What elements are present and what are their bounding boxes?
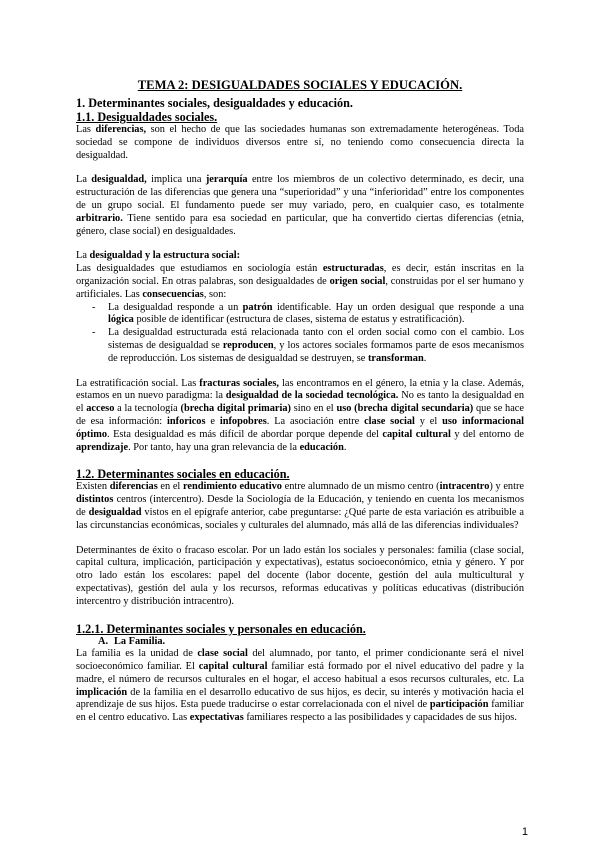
bold-term: arbitrario. xyxy=(76,212,123,224)
bold-term: clase social xyxy=(364,415,415,427)
paragraph-desigualdad: La desigualdad, implica una jerarquía entre los miembros de un colectivo determinado, es decir, una estructuración de las diferencias que genera una “superioridad” y una “inferioridad” entre los componentes de un grupo social. El fundamento puede ser muy variado, pero, en cualquier caso, es totalmente arbitrario. Tiene sentido para esa sociedad en particular, que ha convertido ciertas diferencias (etnia, género, clase social) en desigualdades. xyxy=(76,174,525,237)
bold-term: estructuradas xyxy=(322,263,384,275)
bold-term: clase social xyxy=(197,648,248,660)
bold-term: desigualdad de la sociedad tecnológica. xyxy=(225,390,399,402)
bold-term: acceso xyxy=(86,403,115,415)
document-title: TEMA 2: DESIGUALDADES SOCIALES Y EDUCACIÓN. xyxy=(137,78,463,92)
subheading-letter: A. xyxy=(98,635,109,647)
paragraph-estratificacion: La estratificación social. Las fracturas sociales, las encontramos en el género, la etnia y la clase. Además, estamos en un nuevo paradigma: la desigualdad de la sociedad tecnológica. No es tanto la desigualdad en el acceso a la tecnología (brecha digital primaria) sino en el uso (brecha digital secundaria) que se hace de esa información: inforicos e infopobres. La asociación entre clase social y el uso informacional óptimo. Esta desigualdad es más difícil de abordar porque depende del capital cultural y del entorno de aprendizaje. Por tanto, hay una gran relevancia de la educación. xyxy=(76,377,525,453)
bold-term: reproducen xyxy=(222,339,274,351)
paragraph-estructuradas: Las desigualdades que estudiamos en sociología están estructuradas, es decir, están inscritas en la organización social. En otras palabras, son desigualdades de origen social, construidas por el ser humano y artificiales. Las consecuencias, son: xyxy=(76,263,525,300)
section-heading-1: 1. Determinantes sociales, desigualdades y educación. xyxy=(76,96,353,110)
bold-term: lógica xyxy=(108,314,134,326)
bold-term: capital cultural xyxy=(198,661,268,673)
page-number: 1 xyxy=(521,826,528,838)
list-item: - La desigualdad estructurada está relacionada tanto con el orden social como con el cambio. Los sistemas de desigualdad se reproducen, y los actores sociales formamos parte de esos mecanismos de reproducción. Los sistemas de desigualdad se destruyen, se transforman. xyxy=(76,327,524,365)
bold-term: uso informacional óptimo xyxy=(76,415,524,440)
bold-term: uso (brecha digital secundaria) xyxy=(336,403,474,415)
bold-term: educación xyxy=(299,441,344,453)
bold-term: patrón xyxy=(242,301,273,313)
subheading-label: La Familia. xyxy=(114,635,166,647)
bold-term: jerarquía xyxy=(205,174,248,186)
paragraph-determinantes: Determinantes de éxito o fracaso escolar. Por un lado están los sociales y personales: familia (clase social, capital cultura, implicación, participación y expectativas), estatus socioeconómico, etnia y género. Y por otro lado están los escolares: papel del docente (labor docente, gestión del aula multicultural y expectativas), gestión del aula y los recursos, reformas educativas y políticas educativas (distribución intercentro y distribución intracentro). xyxy=(76,544,524,607)
bold-term: diferencias xyxy=(109,481,158,493)
bold-term: infopobres xyxy=(219,415,267,427)
bold-term: consecuencias xyxy=(142,288,204,300)
paragraph-familia: La familia es la unidad de clase social del alumnado, por tanto, el primer condicionante será el nivel socioeconómico familiar. El capital cultural familiar está formado por el nivel educativo del padre y la madre, el número de recursos culturales en el hogar, el acceso habitual a esos recursos culturales, etc. La implicación de la familia en el desarrollo educativo de sus hijos, es decir, su interés y motivación hacia el aprendizaje de sus hijos. Esta puede traducirse o estar correlacionada con el nivel de participación familiar en el centro educativo. Las expectativas familiares respecto a las posibilidades y capacidades de sus hijos. xyxy=(76,648,524,724)
bold-term: desigualdad xyxy=(88,506,142,518)
consequences-list xyxy=(76,302,524,366)
subheading-estructura-social: La desigualdad y la estructura social: xyxy=(76,250,241,262)
bold-term: desigualdad, xyxy=(91,174,147,186)
bold-term: distintos xyxy=(76,494,114,506)
bold-term: expectativas xyxy=(189,712,244,724)
bold-term: fracturas sociales, xyxy=(199,377,279,389)
section-heading-1-1: 1.1. Desigualdades sociales. xyxy=(76,110,218,124)
section-heading-1-2: 1.2. Determinantes sociales en educación. xyxy=(76,467,290,482)
bold-term: intracentro xyxy=(439,481,490,493)
bold-term: aprendizaje xyxy=(76,441,129,453)
paragraph-diferencias: Las diferencias, son el hecho de que las sociedades humanas son extremadamente heterogéneas. Toda sociedad se compone de individuos diversos entre sí, no teniendo como consecuencia directa la desigualdad. xyxy=(76,124,524,161)
bold-term: (brecha digital primaria) xyxy=(180,403,291,415)
bold-term: rendimiento educativo xyxy=(182,481,282,493)
section-heading-1-2-1: 1.2.1. Determinantes sociales y personales en educación. xyxy=(76,621,366,636)
list-item: - La desigualdad responde a un patrón identificable. Hay un orden desigual que responde a una lógica posible de identificar (estructura de clases, sistema de estatus y estratificación). xyxy=(76,302,524,328)
bold-term: desigualdad y la estructura social: xyxy=(89,250,241,262)
bold-term: implicación xyxy=(76,686,128,698)
bold-term: capital cultural xyxy=(382,428,451,440)
bold-term: participación xyxy=(429,699,489,711)
subheading-familia xyxy=(76,636,524,649)
bold-term: transforman xyxy=(367,352,424,364)
bold-term: inforicos xyxy=(167,415,206,427)
bold-term: diferencias, xyxy=(95,124,147,135)
bold-term: origen social xyxy=(329,275,386,287)
paragraph-rendimiento: Existen diferencias en el rendimiento educativo entre alumnado de un mismo centro (intracentro) y entre distintos centros (intercentro). Desde la Sociología de la Educación, y teniendo en cuenta los mecanismos de desigualdad vistos en el epígrafe anterior, cabe preguntarse: ¿Qué parte de esta variación es atribuible a las circunstancias económicas, sociales y culturales del alumnado, más allá de las diferencias individuales? xyxy=(76,481,524,531)
